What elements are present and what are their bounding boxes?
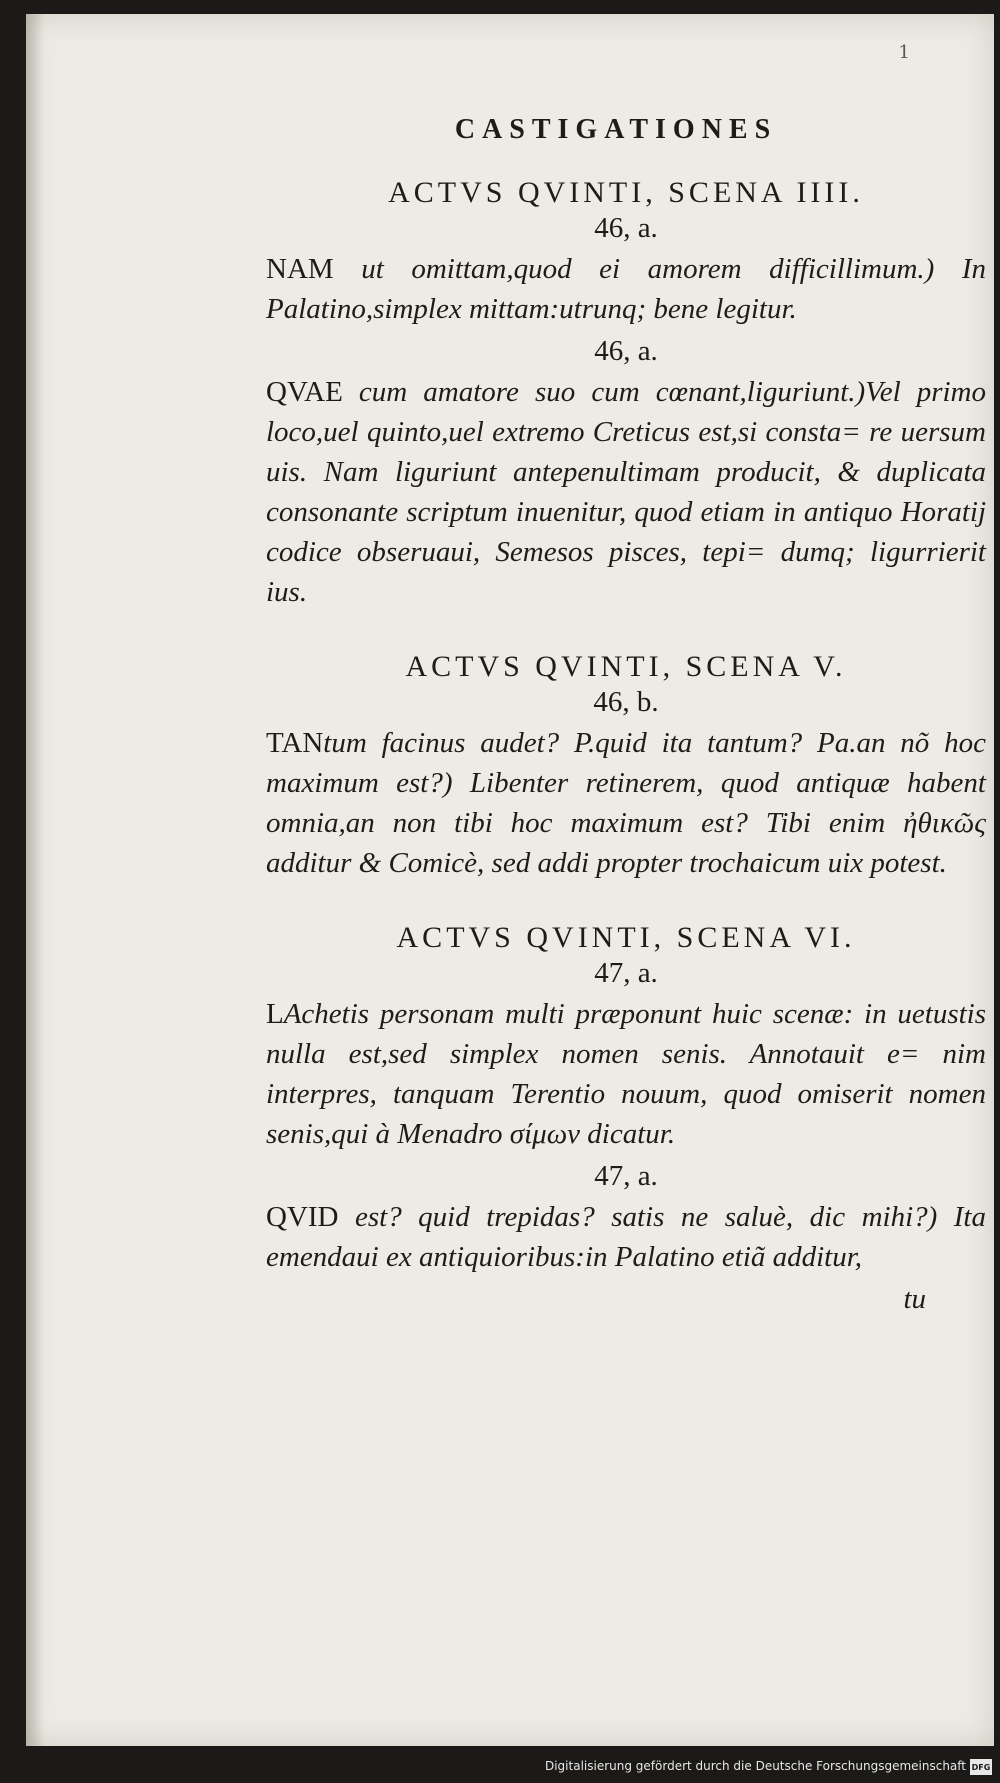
line-marker: 46, a. [594,335,658,367]
commentary-paragraph [266,372,986,612]
line-marker: 47, a. [594,957,658,989]
line-marker: 46, b. [593,686,659,718]
commentary-paragraph [266,723,986,883]
dfg-logo-icon: DFG [970,1759,992,1775]
funding-credit: Digitalisierung gefördert durch die Deutsche Forschungsgemeinschaft [544,1759,966,1773]
section-scena-vi [266,921,986,1277]
section-scena-v [266,650,986,883]
commentary-paragraph [266,1197,986,1277]
catchword: tu [903,1283,926,1315]
line-marker: 46, a. [594,212,658,244]
scene-heading: ACTVS QVINTI, SCENA V. [405,650,847,683]
section-scena-iiii [266,176,986,612]
book-page [26,14,994,1746]
commentary-paragraph [266,249,986,329]
paragraph-text: est? quid trepidas? satis ne saluè, dic mihi?) Ita emendaui ex antiquioribus:in Palatino etiã additur, [266,1201,986,1273]
footer-bar [0,1746,1000,1783]
paragraph-text: Achetis personam multi præponunt huic scenæ: in uetustis nulla est,sed simplex nomen senis. Annotauit e= nim interpres, tanquam Terentio nouum, quod omiserit nomen senis,qui à Menadro σίμων dicatur. [266,998,986,1150]
lemma: QVID [266,1201,339,1233]
scene-heading: ACTVS QVINTI, SCENA VI. [396,921,856,954]
running-head: CASTIGATIONES [454,114,778,145]
scene-heading: ACTVS QVINTI, SCENA IIII. [388,176,864,209]
paragraph-text: tum facinus audet? P.quid ita tantum? Pa.an nõ hoc maximum est?) Libenter retinerem, quod antiquæ habent omnia,an non tibi hoc maximum est? Tibi enim ἠθικῶς additur & Comicè, sed addi propter trochaicum uix potest. [266,727,986,879]
paragraph-text: ut omittam,quod ei amorem difficillimum.) In Palatino,simplex mittam:utrunq; bene legitur. [266,253,986,325]
lemma: NAM [266,253,334,285]
lemma: QVAE [266,376,343,408]
lemma: L [266,998,284,1030]
line-marker: 47, a. [594,1160,658,1192]
page-corner-mark: 1 [898,42,910,63]
lemma: TAN [266,727,324,759]
commentary-paragraph [266,994,986,1154]
page-text [266,114,986,1316]
paragraph-text: cum amatore suo cum cœnant,liguriunt.)Vel primo loco,uel quinto,uel extremo Creticus est,si consta= re uersum uis. Nam liguriunt antepenultimam producit, & duplicata consonante scriptum inuenitur, quod etiam in antiquo Horatij codice obseruaui, Semesos pisces, tepi= dumq; ligurrierit ius. [266,376,986,608]
